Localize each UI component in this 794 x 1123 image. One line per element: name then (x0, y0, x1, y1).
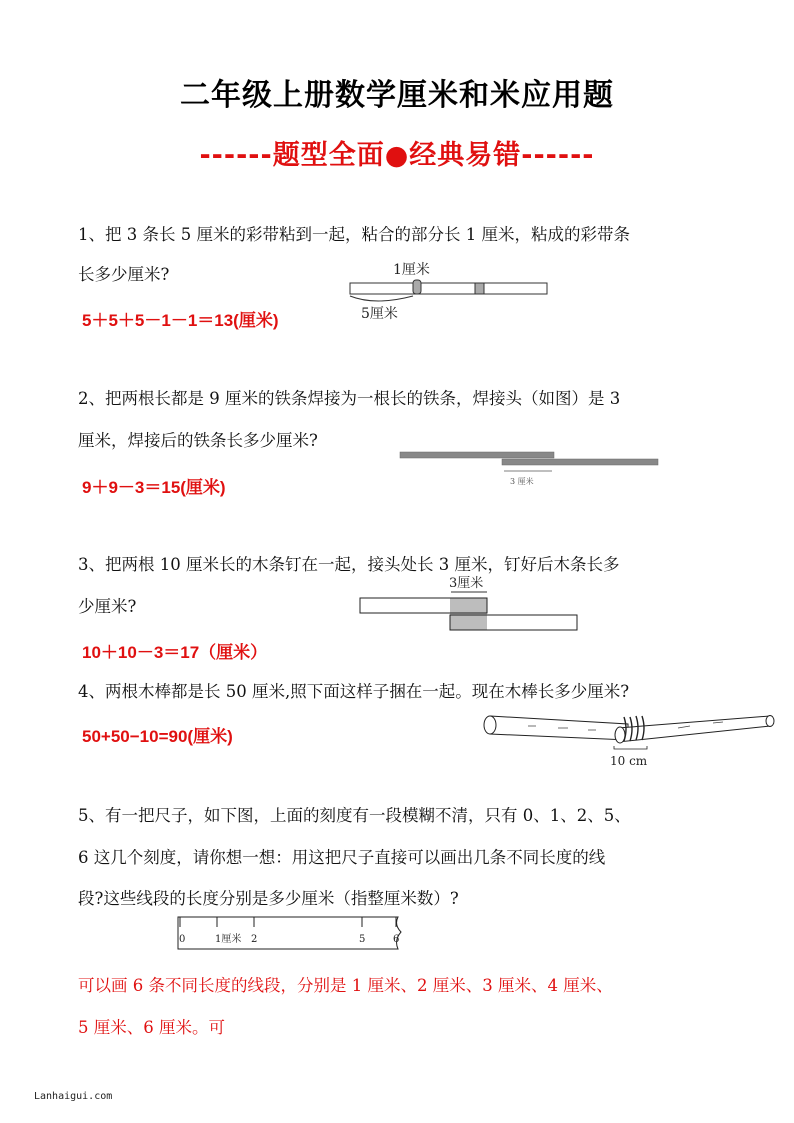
ribbon-strip (350, 283, 547, 294)
joint-area (450, 598, 487, 630)
joint-label: 3厘米 (449, 576, 484, 591)
question-5-answer-line-2: 5 厘米、6 厘米。可 (78, 1018, 225, 1037)
stick-2-end (766, 716, 774, 727)
ruler-body (178, 917, 401, 949)
question-1-line-2: 长多少厘米? (78, 265, 170, 284)
question-3-line-2: 少厘米? (78, 597, 137, 616)
page-title: 二年级上册数学厘米和米应用题 (180, 78, 614, 113)
ribbon-figure (345, 256, 555, 326)
question-5-answer-line-1: 可以画 6 条不同长度的线段，分别是 1 厘米、2 厘米、3 厘米、4 厘米、 (78, 976, 613, 995)
ruler-label-6: 6 (393, 934, 400, 945)
question-1-line-1: 1、把 3 条长 5 厘米的彩带粘到一起，粘合的部分长 1 厘米，粘成的彩带条 (78, 225, 630, 244)
question-4-line-1: 4、两根木棒都是长 50 厘米,照下面这样子捆在一起。现在木棒长多少厘米? (78, 682, 630, 701)
question-3-answer: 10＋10－3＝17（厘米） (82, 643, 268, 662)
iron-bar-1 (400, 452, 554, 458)
weld-label: 3 厘米 (510, 477, 534, 486)
footer-site: Lanhaigui.com (34, 1091, 113, 1102)
wooden-sticks-figure (478, 706, 778, 772)
ruler-label-5: 5 (359, 934, 366, 945)
ruler-figure (172, 913, 417, 953)
iron-bar-figure (396, 445, 666, 493)
stick-2 (618, 716, 770, 742)
question-1-answer: 5＋5＋5－1－1＝13(厘米) (82, 311, 279, 330)
question-5-line-2: 6 这几个刻度，请你想一想：用这把尺子直接可以画出几条不同长度的线 (78, 848, 606, 867)
stick-1-end (484, 716, 496, 734)
question-2-answer: 9＋9－3＝15(厘米) (82, 478, 226, 497)
question-4-answer: 50+50−10=90(厘米) (82, 727, 233, 746)
question-2-line-1: 2、把两根长都是 9 厘米的铁条焊接为一根长的铁条，焊接头（如图）是 3 (78, 389, 621, 408)
overlap-brace (614, 746, 647, 749)
ribbon-length-label: 5厘米 (361, 306, 398, 322)
question-5-line-3: 段?这些线段的长度分别是多少厘米（指整厘米数）? (78, 889, 459, 908)
wood-strip-figure (356, 570, 582, 634)
ruler-label-0: 0 (179, 934, 186, 945)
ruler-label-2: 2 (251, 934, 258, 945)
ribbon-brace (350, 296, 413, 301)
iron-bar-2 (502, 459, 658, 465)
question-2-line-2: 厘米，焊接后的铁条长多少厘米? (78, 431, 318, 450)
ribbon-joint-2 (475, 283, 484, 294)
ruler-label-1: 1厘米 (215, 934, 242, 945)
ribbon-overlap-label: 1厘米 (393, 262, 430, 278)
ribbon-joint-1 (413, 280, 421, 294)
question-3-line-1: 3、把两根 10 厘米长的木条钉在一起，接头处长 3 厘米，钉好后木条长多 (78, 555, 620, 574)
overlap-label: 10 cm (610, 754, 648, 768)
page-subtitle: ------题型全面●经典易错------ (199, 140, 595, 171)
question-5-line-1: 5、有一把尺子，如下图，上面的刻度有一段模糊不清，只有 0、1、2、5、 (78, 806, 631, 825)
